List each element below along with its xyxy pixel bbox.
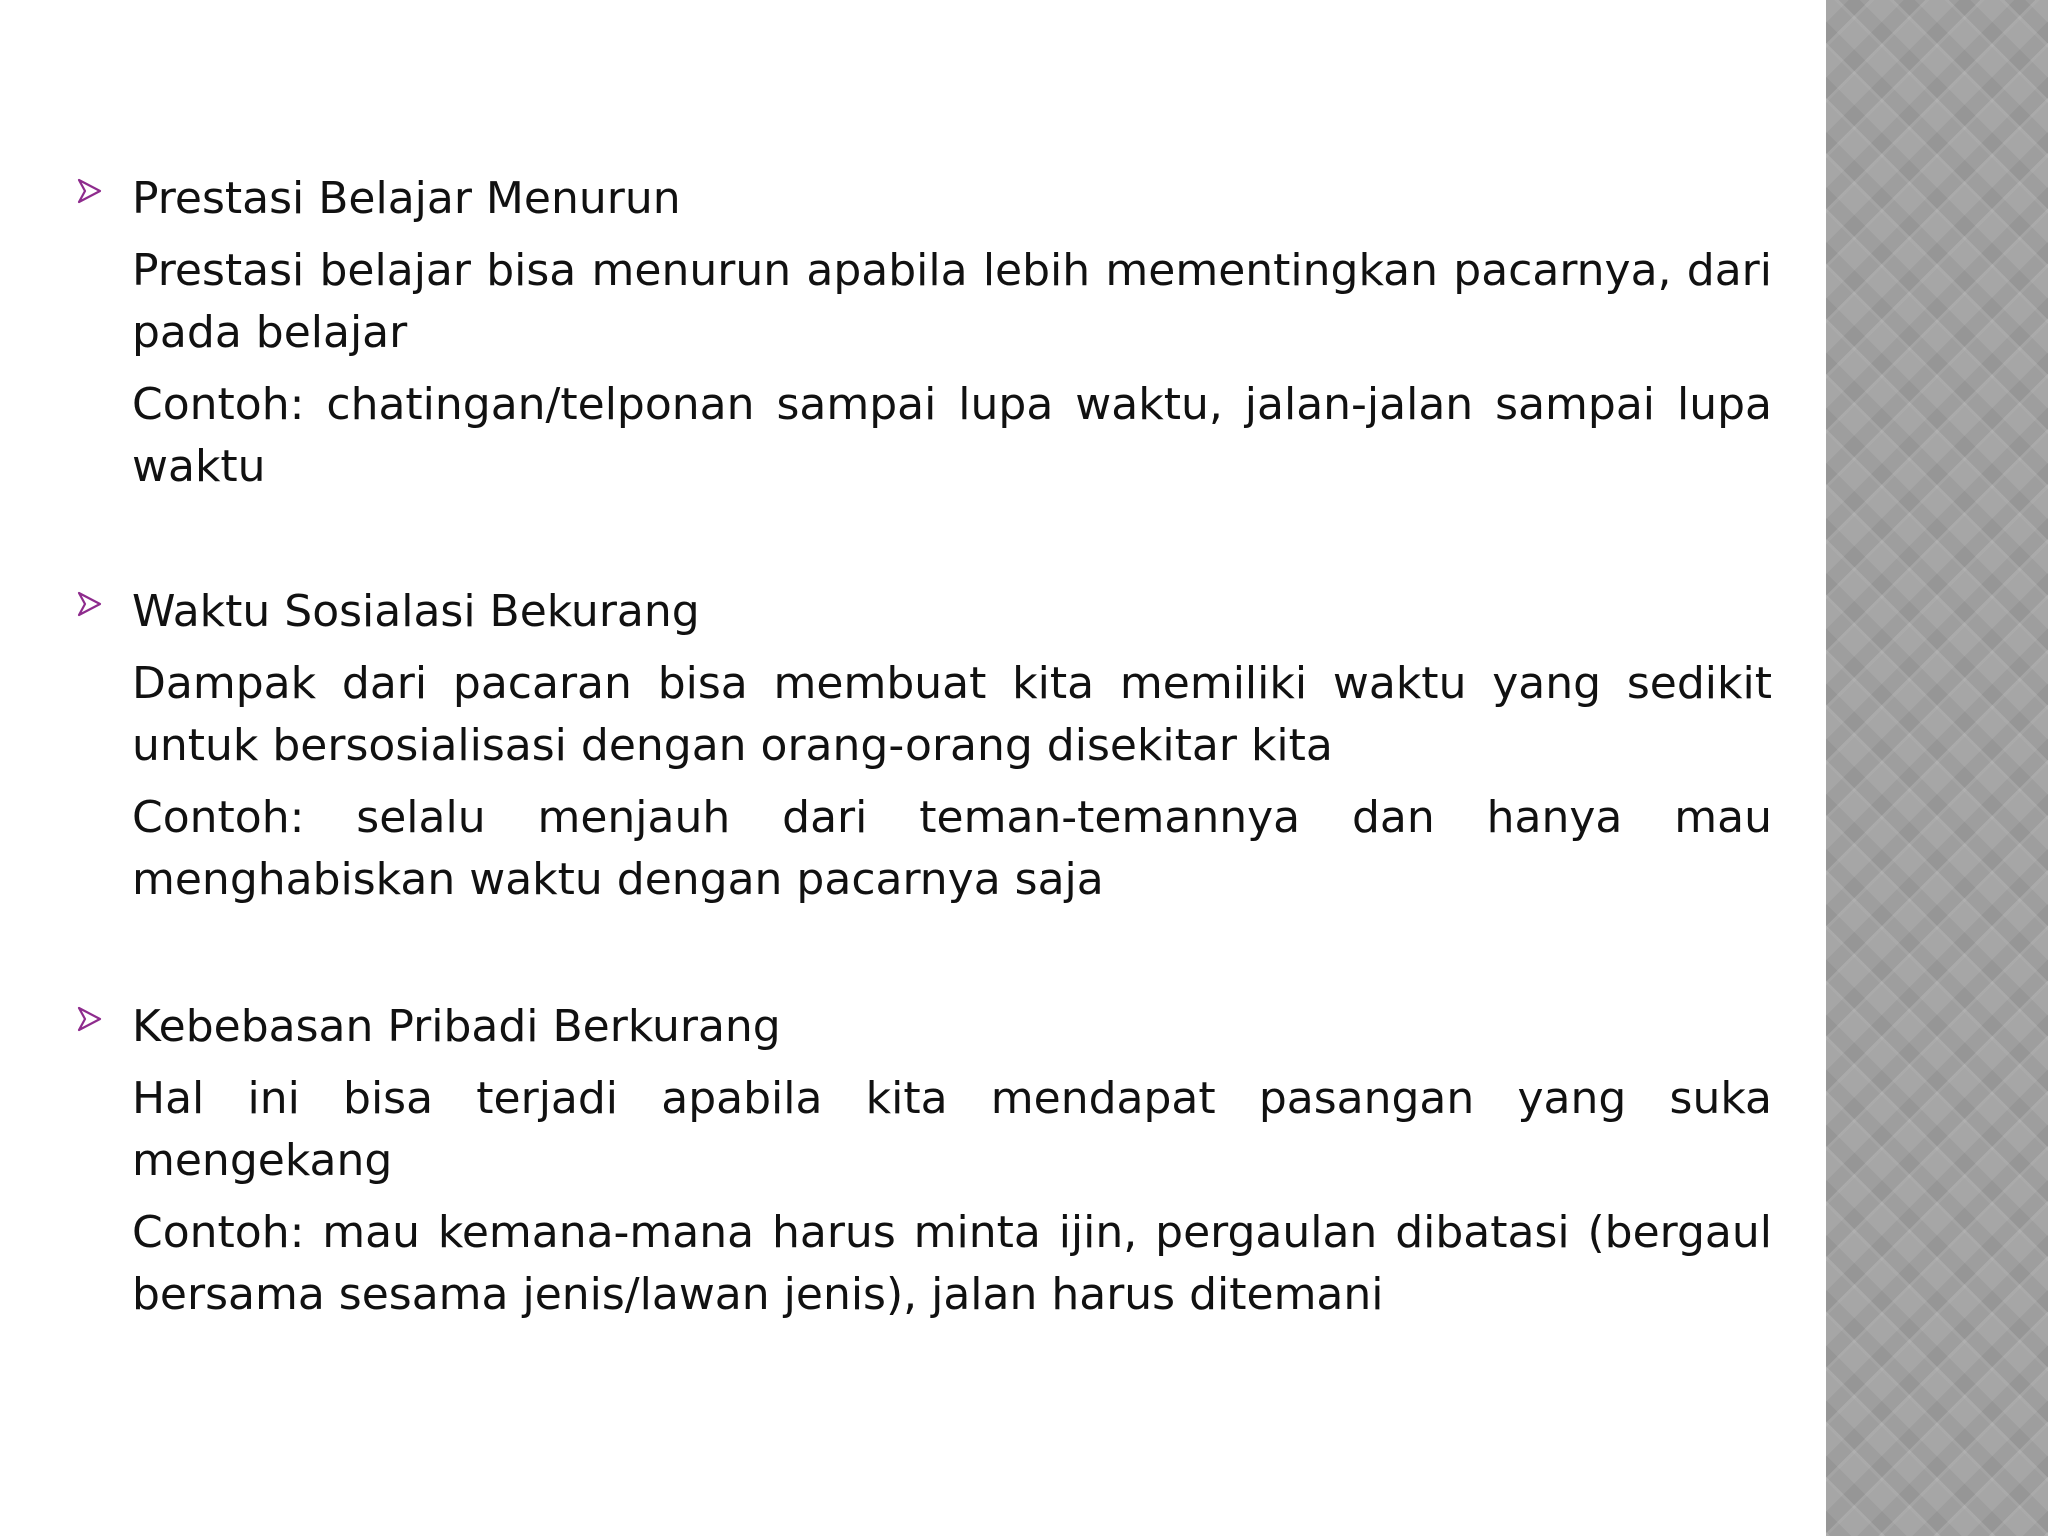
- section-description: Prestasi belajar bisa menurun apabila lebih mementingkan pacarnya, dari pada belajar: [132, 245, 1772, 358]
- arrowhead-bullet-icon: [76, 591, 102, 617]
- section-example: Contoh: mau kemana-mana harus minta ijin, pergaulan dibatasi (bergaul bersama sesama jenis/lawan jenis), jalan harus ditemani: [132, 1207, 1772, 1320]
- section-description: Hal ini bisa terjadi apabila kita mendapat pasangan yang suka mengekang: [132, 1073, 1772, 1186]
- section-heading-row: [76, 996, 1772, 1060]
- section-waktu-sosialisasi: [76, 581, 1772, 911]
- section-heading: Waktu Sosialasi Bekurang: [132, 586, 700, 637]
- section-prestasi-belajar: [76, 168, 1772, 498]
- arrowhead-bullet-icon: [76, 178, 102, 204]
- decorative-side-panel: [1826, 0, 2048, 1536]
- section-heading: Prestasi Belajar Menurun: [132, 173, 681, 224]
- section-example: Contoh: selalu menjauh dari teman-temannya dan hanya mau menghabiskan waktu dengan pacarnya saja: [132, 792, 1772, 905]
- section-kebebasan-pribadi: [76, 996, 1772, 1326]
- section-heading-row: [76, 168, 1772, 232]
- section-heading-row: [76, 581, 1772, 645]
- section-example: Contoh: chatingan/telponan sampai lupa waktu, jalan-jalan sampai lupa waktu: [132, 379, 1772, 492]
- section-description: Dampak dari pacaran bisa membuat kita memiliki waktu yang sedikit untuk bersosialisasi dengan orang-orang disekitar kita: [132, 658, 1772, 771]
- section-heading: Kebebasan Pribadi Berkurang: [132, 1001, 781, 1052]
- arrowhead-bullet-icon: [76, 1006, 102, 1032]
